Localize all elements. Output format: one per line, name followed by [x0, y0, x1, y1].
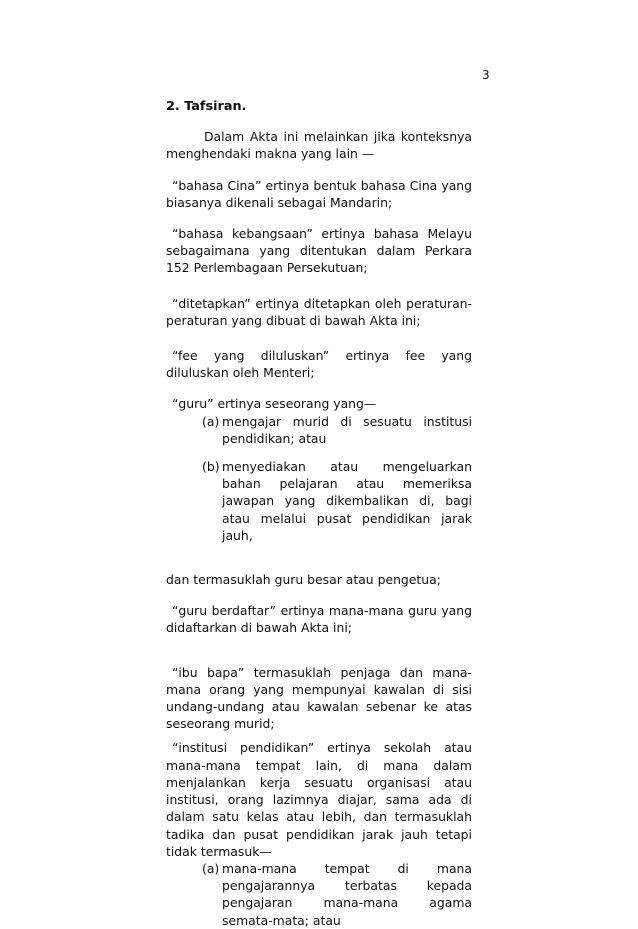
list-item-text: mengajar murid di sesuatu institusi pendidikan; atau: [222, 413, 472, 446]
definition-institusi-pendidikan: “institusi pendidikan” ertinya sekolah atau mana-mana tempat lain, di mana dalam menjalankan kerja sesuatu organisasi atau institusi, orang lazimnya diajar, sama ada di dalam satu kelas atau lebih, dan termasuklah tadika dan pusat pendidikan jarak jauh tetapi tidak termasuk—: [166, 740, 472, 859]
definition-ditetapkan: “ditetapkan” ertinya ditetapkan oleh peraturan-peraturan yang dibuat di bawah Akta ini;: [166, 295, 472, 328]
section-heading: 2. Tafsiran.: [166, 99, 247, 114]
definition-guru-berdaftar: “guru berdaftar” ertinya mana-mana guru yang didaftarkan di bawah Akta ini;: [166, 603, 472, 636]
definition-fee-yang-diluluskan: “fee yang diluluskan” ertinya fee yang diluluskan oleh Menteri;: [166, 348, 472, 381]
list-item-text: mana-mana tempat di mana pengajarannya terbatas kepada pengajaran mana-mana agama semata-mata; atau: [222, 860, 472, 928]
list-item: [166, 458, 472, 544]
page-number: 3: [482, 68, 490, 82]
definition-guru: “guru” ertinya seseorang yang—: [172, 396, 377, 412]
definition-guru-tail: dan termasuklah guru besar atau pengetua;: [166, 572, 441, 588]
definition-institusi-items: [166, 860, 472, 929]
definition-ibu-bapa: “ibu bapa” termasuklah penjaga dan mana-mana orang yang mempunyai kawalan di sisi undang-undang atau kawalan sebenar ke atas seseorang murid;: [166, 664, 472, 732]
document-body: [166, 98, 472, 929]
definition-guru-items: [166, 413, 472, 544]
list-item-label: (a): [202, 413, 220, 429]
list-item-label: (b): [202, 459, 220, 475]
list-item: [166, 860, 472, 929]
definition-bahasa-cina: “bahasa Cina” ertinya bentuk bahasa Cina yang biasanya dikenali sebagai Mandarin;: [166, 177, 472, 210]
list-item-text: menyediakan atau mengeluarkan bahan pelajaran atau memeriksa jawapan yang dikembalikan di, bagi atau melalui pusat pendidikan jarak jauh,: [222, 459, 472, 543]
definition-bahasa-kebangsaan: “bahasa kebangsaan” ertinya bahasa Melayu sebagaimana yang ditentukan dalam Perkara 152 Perlembagaan Persekutuan;: [166, 226, 472, 276]
section-intro: Dalam Akta ini melainkan jika konteksnya menghendaki makna yang lain —: [166, 129, 472, 162]
list-item: [166, 413, 472, 447]
list-item-label: (a): [202, 860, 220, 876]
